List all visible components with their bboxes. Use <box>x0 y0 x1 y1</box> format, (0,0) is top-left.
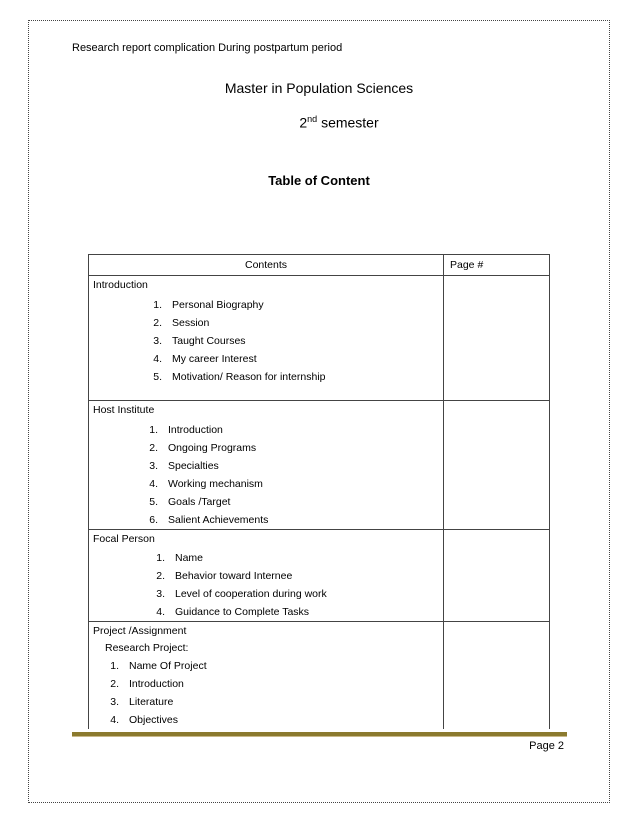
page-number: Page 2 <box>529 740 564 752</box>
semester-title <box>0 114 638 131</box>
page-column-header: Page # <box>444 255 550 276</box>
toc-section-row <box>89 622 550 730</box>
contents-column-header: Contents <box>89 255 444 276</box>
list-item: 4. Working mechanism <box>149 478 263 490</box>
toc-header-row <box>89 255 550 276</box>
section-title: Introduction <box>93 279 148 291</box>
section-title: Focal Person <box>93 533 155 545</box>
list-item: 1. Introduction <box>149 424 223 436</box>
list-item: 4. My career Interest <box>153 353 257 365</box>
toc-section-row <box>89 276 550 401</box>
list-item: 2. Session <box>153 317 210 329</box>
list-item: 2. Introduction <box>110 678 184 690</box>
toc-section-cell <box>89 276 444 401</box>
list-item: 5. Motivation/ Reason for internship <box>153 371 326 383</box>
toc-section-row <box>89 530 550 622</box>
toc-section-cell <box>89 401 444 530</box>
toc-section-cell <box>89 530 444 622</box>
toc-heading: Table of Content <box>268 173 370 188</box>
toc-table <box>88 254 550 729</box>
semester-number: 2 <box>299 114 308 131</box>
list-item: 6. Salient Achievements <box>149 514 269 526</box>
semester-ordinal-suffix: nd <box>307 114 318 124</box>
list-item: 1. Name <box>156 552 204 564</box>
list-item: 3. Specialties <box>149 460 219 472</box>
list-item: 5. Goals /Target <box>149 496 231 508</box>
page-number-cell <box>444 622 550 730</box>
list-item: 3. Literature <box>110 696 174 708</box>
list-item: 3. Level of cooperation during work <box>156 588 327 600</box>
list-item: 3. Taught Courses <box>153 335 246 347</box>
page-number-cell <box>444 530 550 622</box>
list-item: 2. Ongoing Programs <box>149 442 257 454</box>
semester-word: semester <box>321 114 379 131</box>
footer-rule <box>72 732 567 737</box>
list-item: 1. Personal Biography <box>153 299 264 311</box>
list-item: 2. Behavior toward Internee <box>156 570 293 582</box>
page-number-cell <box>444 401 550 530</box>
toc-section-row <box>89 401 550 530</box>
list-item: 4. Objectives <box>110 714 179 726</box>
toc-section-cell <box>89 622 444 730</box>
section-title: Project /Assignment <box>93 625 187 637</box>
page-number-cell <box>444 276 550 401</box>
section-subtitle: Research Project: <box>105 642 189 654</box>
list-item: 1. Name Of Project <box>110 660 207 672</box>
section-title: Host Institute <box>93 404 155 416</box>
program-title: Master in Population Sciences <box>224 80 414 96</box>
running-header: Research report complication During postpartum period <box>72 42 343 54</box>
list-item: 4. Guidance to Complete Tasks <box>156 606 310 618</box>
